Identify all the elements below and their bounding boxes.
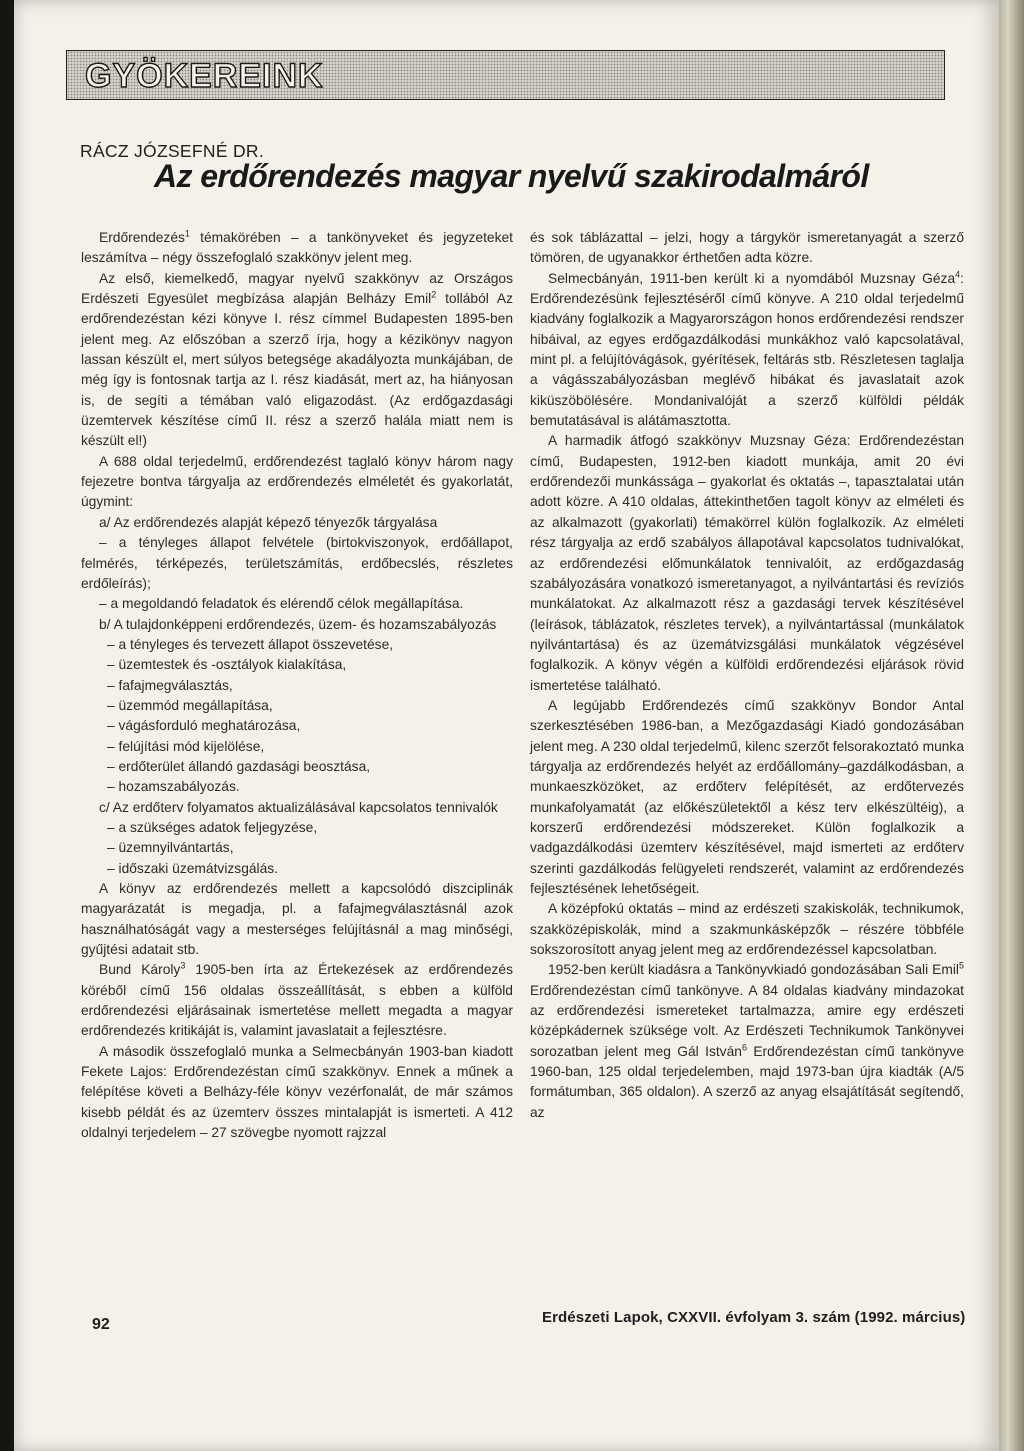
paragraph-text: – vágásforduló meghatározása, bbox=[107, 718, 301, 734]
paragraph bbox=[81, 777, 513, 797]
paragraph bbox=[81, 1042, 513, 1144]
paragraph-text: Selmecbányán, 1911-ben került ki a nyomdából Muzsnay Géza bbox=[548, 270, 956, 286]
page-number: 92 bbox=[92, 1316, 110, 1333]
paragraph-text: – felújítási mód kijelölése, bbox=[107, 738, 265, 754]
paragraph bbox=[81, 879, 513, 960]
paragraph bbox=[81, 960, 513, 1041]
paragraph-text: témakörében – a tankönyveket és jegyzeteket leszámítva – négy összefoglaló szakkönyv jelent meg. bbox=[81, 230, 513, 266]
journal-citation: Erdészeti Lapok, CXXVII. évfolyam 3. szám (1992. március) bbox=[542, 1309, 966, 1326]
paragraph-text: Erdőrendezéstan című tankönyve. A 84 oldalas kiadvány mindazokat az erdőrendezési ismereteket tartalmazza, amire egy erdészeti középkádernek szüksége volt. Az Erdészeti Technikumok Tankönyvei sorozatban jelent meg Gál István bbox=[530, 982, 964, 1059]
paragraph bbox=[81, 716, 513, 736]
paragraph-text: – üzemtestek és -osztályok kialakítása, bbox=[107, 657, 347, 673]
paragraph bbox=[81, 533, 513, 594]
paragraph-text: 1952-ben került kiadásra a Tankönyvkiadó gondozásában Sali Emil bbox=[548, 962, 959, 978]
paragraph-text: – üzemnyilvántartás, bbox=[107, 840, 234, 856]
paragraph-text: A 688 oldal terjedelmű, erdőrendezést taglaló könyv három nagy fejezetre bontva tárgyalja az erdőrendezés elméletét és gyakorlatát, úgymint: bbox=[81, 453, 513, 510]
paragraph-text: Erdőrendezés bbox=[99, 230, 185, 245]
paragraph-text: – a szükséges adatok feljegyzése, bbox=[107, 819, 318, 835]
paragraph-text: A második összefoglaló munka a Selmecbányán 1903-ban kiadott Fekete Lajos: Erdőrendezéstan című szakkönyv. Ennek a műnek a felépítése követi a Belházy-féle könyv vezérfonalát, de már számos kisebb példát és az üzemterv összes mintalapját is ismerteti. A 412 oldalnyi terjedelem – 27 szövegbe nyomott rajzzal bbox=[81, 1043, 513, 1141]
paragraph-text: – fafajmegválasztás, bbox=[107, 677, 233, 693]
paragraph-text: Erdőrendezéstan című tankönyve 1960-ban, 125 oldal terjedelemben, majd 1973-ban újra kiadták (A/5 formátumban, 365 oldalon). A szerző az anyag elsajátítását segítendő, az bbox=[530, 1043, 964, 1120]
paragraph-text: – a tényleges és tervezett állapot összevetése, bbox=[107, 636, 394, 652]
right-column bbox=[530, 228, 964, 1123]
paragraph-text: : Erdőrendezésünk fejlesztéséről című könyve. A 210 oldal terjedelmű kiadvány foglalkozik a Magyarországon honos erdőrendezési rendszer hibáival, az egyes erdőgazdálkodási munkákhoz való kapcsolatával, mint pl. a felújítóvágások, gyérítések, feltárás stb. Részletesen taglalja a vágásszabályozásban meglévő hibákat és javaslatait azok kiküszöbölésére. Mondanivalóját a szerző külföldi példák bemutatásával is alátámasztotta. bbox=[530, 270, 964, 429]
paragraph-text: és sok táblázattal – jelzi, hogy a tárgykör ismeretanyagát a szerző tömören, de ugyanakkor érthetően adta közre. bbox=[530, 230, 964, 266]
paragraph-text: A legújabb Erdőrendezés című szakkönyv Bondor Antal szerkesztésében 1986-ban, a Mezőgazdasági Kiadó gondozásában jelent meg. A 230 oldal terjedelmű, kilenc szerzőt felsorakoztató munka tárgyalja az erdőrendezés helyét az erdőállomány–gazdálkodásban, a munkaeszközöket, az erdőterv felépítését, az erdőtervezés munkafolyamatát (az előkészületektől a kész terv elkészültéig), a korszerű erdőrendezési módszereket. Külön foglalkozik a vadgazdálkodási üzemterv készítésével, majd ismerteti az erdőterv szerinti gazdálkodás felügyeleti rendszerét, valamint az erdőrendezés fejlesztésének lehetőségeit. bbox=[530, 697, 964, 896]
footnote-marker: 6 bbox=[741, 1042, 747, 1053]
paragraph bbox=[530, 696, 964, 899]
next-page-edge bbox=[999, 0, 1024, 1451]
paragraph bbox=[81, 615, 513, 635]
paragraph bbox=[81, 676, 513, 696]
paragraph bbox=[81, 696, 513, 716]
paragraph bbox=[81, 818, 513, 838]
left-column bbox=[81, 228, 513, 1143]
paragraph-text: A harmadik átfogó szakkönyv Muzsnay Géza: Erdőrendezéstan című, Budapesten, 1912-ben kiadott munkája, amit 20 évi erdőrendezői munkássága – gyakorlat és oktatás –, tapasztalatai után adott közre. A 410 oldalas, áttekinthetően tagolt könyv az elméleti és az alkalmazott (gyakorlati) témakörrel külön foglalkozik. Az elméleti rész tárgyalja az erdő szabályos állapotával kapcsolatos tudnivalókat, az erdőrendezési előmunkálatok tennivalóit, az erdőgazdaság szabályozására vonatkozó ismeretanyagot, a nyilvántartási és revíziós munkálatokat. Az alkalmazott rész a gazdasági tervek készítésével (leírások, táblázatok, részletes tervek), a nyilvántartással (munkálatok nyilvántartása) és az üzemátvizsgálási munkálatok végzésével foglalkozik. A könyv végén a külföldi erdőrendezési eljárások rövid ismertetése található. bbox=[530, 433, 964, 693]
paragraph-text: c/ Az erdőterv folyamatos aktualizálásával kapcsolatos tennivalók bbox=[99, 799, 498, 815]
section-banner bbox=[66, 50, 945, 100]
paragraph bbox=[81, 798, 513, 818]
paragraph-text: – üzemmód megállapítása, bbox=[107, 697, 273, 713]
footnote-marker: 2 bbox=[431, 289, 437, 300]
paragraph-text: – a tényleges állapot felvétele (birtokviszonyok, erdőállapot, felmérés, térképezés, területszámítás, erdőbecslés, részletes erdőleírás); bbox=[81, 535, 513, 591]
paragraph-text: – a megoldandó feladatok és elérendő célok megállapítása. bbox=[99, 596, 464, 612]
paragraph bbox=[530, 228, 964, 269]
paragraph bbox=[81, 513, 513, 533]
paragraph-text: Az első, kiemelkedő, magyar nyelvű szakkönyv az Országos Erdészeti Egyesület megbízása alapján Belházy Emil bbox=[81, 270, 513, 307]
paragraph bbox=[81, 452, 513, 513]
paragraph bbox=[530, 431, 964, 695]
paragraph bbox=[81, 757, 513, 777]
paragraph bbox=[530, 269, 964, 432]
footnote-marker: 3 bbox=[180, 960, 186, 971]
footnote-marker: 1 bbox=[184, 228, 190, 239]
paragraph bbox=[81, 228, 513, 269]
paragraph-text: – időszaki üzemátvizsgálás. bbox=[107, 860, 279, 876]
paragraph bbox=[81, 594, 513, 614]
paragraph-text: tollából Az erdőrendezéstan kézi könyve I. rész címmel Budapesten 1895-ben jelent meg. Az előszóban a szerző írja, hogy a kézikönyv nagyon lassan készült el, mert súlyos betegsége akadályozta munkájában, de még így is fontosnak tartja az I. rész kiadását, mert az, ha hiányosan is, de segíti a témában való eligazodást. (Az erdőgazdasági üzemtervek készítése című II. rész a szerző halála miatt nem is készült el!) bbox=[81, 291, 513, 449]
paragraph-text: Bund Károly bbox=[99, 962, 181, 978]
paragraph-text: – hozamszabályozás. bbox=[107, 779, 240, 795]
paragraph bbox=[530, 960, 964, 1123]
paragraph-text: a/ Az erdőrendezés alapját képező tényezők tárgyalása bbox=[99, 514, 438, 530]
paragraph-text: 1905-ben írta az Értekezések az erdőrendezés köréből című 156 oldalas összeállítását, s ebben a külföld erdőrendezési eljárásainak ismertetése mellett megadta a magyar erdőrendezés kritikáját is, valamint javaslatait a fejlesztésre. bbox=[81, 962, 513, 1039]
paragraph bbox=[81, 859, 513, 879]
paragraph bbox=[81, 655, 513, 675]
article-author: RÁCZ JÓZSEFNÉ DR. bbox=[80, 141, 264, 161]
paragraph-text: A könyv az erdőrendezés mellett a kapcsolódó diszciplinák magyarázatát is megadja, pl. a fafajmegválasztásnál azok használhatóságát vagy a mesterséges felújításnál a mag minőségi, gyűjtési adatait stb. bbox=[81, 881, 513, 958]
paragraph-text: A középfokú oktatás – mind az erdészeti szakiskolák, technikumok, szakközépiskolák, mind a szakmunkásképzők – részére többféle sokszorosított anyag jelent meg az erdőrendezéssel kapcsolatban. bbox=[530, 901, 964, 958]
paragraph bbox=[81, 838, 513, 858]
paragraph bbox=[530, 899, 964, 960]
article-title: Az erdőrendezés magyar nyelvű szakirodalmáról bbox=[154, 158, 869, 194]
paragraph bbox=[81, 269, 513, 452]
paragraph-text: b/ A tulajdonképpeni erdőrendezés, üzem- és hozamszabályozás bbox=[99, 616, 497, 632]
section-title: GYÖKEREINK bbox=[85, 57, 324, 95]
paragraph bbox=[81, 635, 513, 655]
paragraph bbox=[81, 737, 513, 757]
footnote-marker: 5 bbox=[958, 960, 964, 971]
footnote-marker: 4 bbox=[955, 269, 961, 280]
paragraph-text: – erdőterület állandó gazdasági beosztása, bbox=[107, 758, 371, 774]
